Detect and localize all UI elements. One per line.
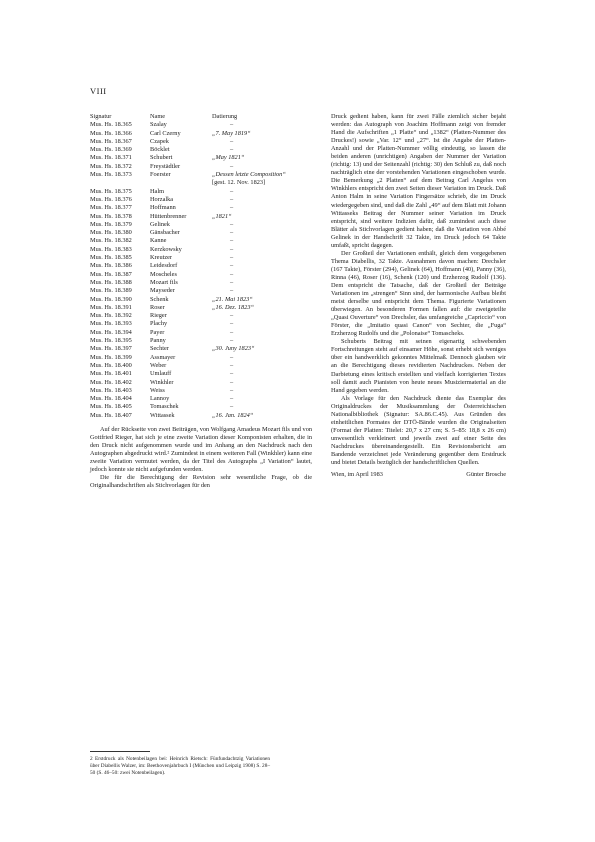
cell-signatur: Mus. Hs. 18.397 bbox=[90, 345, 132, 353]
cell-datierung: – bbox=[230, 262, 234, 270]
cell-datierung: „16. Dez. 1823“ bbox=[212, 303, 254, 311]
cell-name: Mayseder bbox=[150, 287, 175, 295]
table-row bbox=[90, 171, 312, 179]
cell-datierung: – bbox=[230, 403, 234, 411]
cell-name: Panny bbox=[150, 337, 166, 345]
cell-name: Roser bbox=[150, 303, 165, 311]
cell-name: Horzalka bbox=[150, 195, 174, 203]
cell-datierung: „1821“ bbox=[212, 212, 232, 220]
cell-name: Schenk bbox=[150, 295, 169, 303]
right-paragraph-3: Schuberts Beitrag mit seinen eigenartig schwebenden Fortschreitungen steht auf einsamer Höhe, sonst erhebt sich weniges über ein handwerklich gekonntes Mittelmaß. Dennoch glauben wir an die Berechtigung dieses revidierten Nachdruckes. Neben der Darbietung eines kritisch erstellten und vielfach korrigierten Textes soll damit auch Pianisten von heute neues Musiziermaterial an die Hand gegeben werden. bbox=[331, 338, 506, 394]
table-row bbox=[90, 121, 312, 129]
table-row bbox=[90, 395, 312, 403]
cell-signatur: Mus. Hs. 18.382 bbox=[90, 237, 132, 245]
left-column bbox=[90, 113, 312, 490]
footnote: 2 Erstdruck als Notenbeilagen bei: Heinrich Rietsch: Fünfundachtzig Variationen über Diabellis Walzer, im: Beethovenjahrbuch I (München und Leipzig 1908) S. 28–50 (S. 46–50: zwei Notenbeilagen). bbox=[90, 756, 270, 776]
cell-name: Schubert bbox=[150, 154, 173, 162]
cell-name: Plachy bbox=[150, 320, 168, 328]
table-row bbox=[90, 337, 312, 345]
table-row bbox=[90, 138, 312, 146]
cell-signatur bbox=[90, 179, 150, 187]
cell-signatur: Mus. Hs. 18.369 bbox=[90, 146, 132, 154]
cell-datierung: – bbox=[230, 229, 234, 237]
cell-datierung: [gest. 12. Nov. 1823] bbox=[212, 179, 266, 187]
cell-name: Assmayer bbox=[150, 353, 176, 361]
cell-signatur: Mus. Hs. 18.389 bbox=[90, 287, 132, 295]
right-paragraph-2: Der Großteil der Variationen enthält, gleich dem vorgegebenen Thema Diabellis, 32 Takte. Ausnahmen davon machen: Drechsler (167 Takte), Förster (294), Gelinek (64), Hoffmann (40), Panny (36), Rinna (46), Roser (16), Schenk (120) und Erzherzog Rudolf (136). Dem entspricht die Tatsache, daß der Großteil der Beiträge Variationen im „strengen“ Sinn sind, der harmonische Aufbau bleibt meist derselbe und entspricht dem Thema. Figurierte Variationen überwiegen. An besonderen Formen fallen auf: die zweigeteilte „Quasi Ouverture“ von Drechsler, das umfangreiche „Capriccio“ von Förster, die „Imitatio quasi Canon“ von Sechter, die „Fuga“ Erzherzog Rudolfs und die „Polonaise“ Tomascheks. bbox=[331, 249, 506, 338]
table-row bbox=[90, 287, 312, 295]
cell-name: Wittassek bbox=[150, 411, 175, 419]
cell-datierung: „7. May 1819“ bbox=[212, 129, 251, 137]
table-row bbox=[90, 179, 312, 187]
cell-name: Mozart fils bbox=[150, 278, 178, 286]
signature-author: Günter Brosche bbox=[466, 471, 506, 479]
cell-datierung: – bbox=[230, 337, 234, 345]
table-row bbox=[90, 379, 312, 387]
cell-name: Sechter bbox=[150, 345, 169, 353]
table-header-row bbox=[90, 113, 312, 121]
cell-signatur: Mus. Hs. 18.407 bbox=[90, 411, 132, 419]
cell-name: Foerster bbox=[150, 171, 171, 179]
cell-datierung: – bbox=[230, 278, 234, 286]
cell-datierung: – bbox=[230, 162, 234, 170]
table-row bbox=[90, 130, 312, 138]
cell-name: Leidesdorf bbox=[150, 262, 178, 270]
table-row bbox=[90, 362, 312, 370]
cell-signatur: Mus. Hs. 18.390 bbox=[90, 295, 132, 303]
table-row bbox=[90, 154, 312, 162]
cell-name: Hüttenbrenner bbox=[150, 212, 187, 220]
cell-signatur: Mus. Hs. 18.403 bbox=[90, 386, 132, 394]
cell-datierung: – bbox=[230, 370, 234, 378]
cell-datierung: – bbox=[230, 328, 234, 336]
cell-name: Weiss bbox=[150, 386, 165, 394]
cell-datierung: „May 1821“ bbox=[212, 154, 245, 162]
cell-datierung: – bbox=[230, 187, 234, 195]
cell-datierung: – bbox=[230, 386, 234, 394]
cell-signatur: Mus. Hs. 18.401 bbox=[90, 370, 132, 378]
cell-name: Lannoy bbox=[150, 395, 170, 403]
cell-signatur: Mus. Hs. 18.400 bbox=[90, 361, 132, 369]
cell-signatur: Mus. Hs. 18.395 bbox=[90, 337, 132, 345]
cell-name: Gänsbacher bbox=[150, 229, 180, 237]
cell-datierung: – bbox=[230, 146, 234, 154]
cell-signatur: Mus. Hs. 18.367 bbox=[90, 137, 132, 145]
cell-signatur: Mus. Hs. 18.391 bbox=[90, 303, 132, 311]
right-paragraph-4: Als Vorlage für den Nachdruck diente das Exemplar des Originaldruckes der Musiksammlung der Österreichischen Nationalbibliothek (Signatur: SA.86.C.45). Aus Gründen des einheitlichen Formates der DTÖ-Bände wurden die Originalseiten (Format der Platten: Titelei: 20,7 x 27 cm; S. 5–85: 18,8 x 26 cm) unwesentlich verkleinert und jeweils zwei auf einer Seite des Nachdruckes übereinandergestellt. Ein Revisionsbericht am Bandende verzeichnet jede Veränderung gegenüber dem Erstdruck und bietet Details bezüglich der handschriftlichen Quellen. bbox=[331, 394, 506, 467]
cell-signatur: Mus. Hs. 18.375 bbox=[90, 187, 132, 195]
table-row bbox=[90, 163, 312, 171]
table-row bbox=[90, 403, 312, 411]
cell-name: Moscheles bbox=[150, 270, 177, 278]
cell-signatur: Mus. Hs. 18.393 bbox=[90, 320, 132, 328]
cell-signatur: Mus. Hs. 18.376 bbox=[90, 195, 132, 203]
cell-signatur: Mus. Hs. 18.394 bbox=[90, 328, 132, 336]
table-row bbox=[90, 254, 312, 262]
cell-name: Czapek bbox=[150, 137, 169, 145]
table-row bbox=[90, 146, 312, 154]
cell-name: Halm bbox=[150, 187, 164, 195]
table-row bbox=[90, 229, 312, 237]
table-row bbox=[90, 188, 312, 196]
cell-datierung: – bbox=[230, 395, 234, 403]
table-row bbox=[90, 237, 312, 245]
cell-signatur: Mus. Hs. 18.404 bbox=[90, 395, 132, 403]
cell-signatur: Mus. Hs. 18.386 bbox=[90, 262, 132, 270]
cell-datierung: – bbox=[230, 204, 234, 212]
cell-datierung: – bbox=[230, 287, 234, 295]
signature-place-date: Wien, im April 1983 bbox=[331, 471, 383, 479]
cell-signatur: Mus. Hs. 18.365 bbox=[90, 121, 132, 129]
cell-signatur: Mus. Hs. 18.405 bbox=[90, 403, 132, 411]
cell-datierung: – bbox=[230, 220, 234, 228]
table-row bbox=[90, 304, 312, 312]
cell-signatur: Mus. Hs. 18.377 bbox=[90, 204, 132, 212]
table-row bbox=[90, 262, 312, 270]
header-signatur: Signatur bbox=[90, 113, 112, 120]
cell-datierung: – bbox=[230, 237, 234, 245]
left-paragraph-2: Die für die Berechtigung der Revision sehr wesentliche Frage, ob die Originalhandschriften als Stichvorlagen für den bbox=[90, 474, 312, 490]
cell-signatur: Mus. Hs. 18.399 bbox=[90, 353, 132, 361]
table-row bbox=[90, 221, 312, 229]
table-row bbox=[90, 370, 312, 378]
cell-signatur: Mus. Hs. 18.366 bbox=[90, 129, 132, 137]
cell-name: Tomaschek bbox=[150, 403, 179, 411]
cell-signatur: Mus. Hs. 18.379 bbox=[90, 220, 132, 228]
cell-name: Rieger bbox=[150, 312, 167, 320]
table-row bbox=[90, 196, 312, 204]
cell-name: Weber bbox=[150, 361, 167, 369]
header-datierung: Datierung bbox=[212, 113, 238, 120]
table-row bbox=[90, 387, 312, 395]
table-row bbox=[90, 354, 312, 362]
right-paragraph-1: Druck gedient haben, kann für zwei Fälle ziemlich sicher bejaht werden: das Autograph von Joachim Hoffmann zeigt von fremder Hand die Aufschriften „1 Platte“ und „1382“ (Platten-Nummer des Druckes!) sowie „Var. 12“ und „27“. Ist die Angabe der Platten-Anzahl und der Platten-Nummer völlig eindeutig, so lassen die beiden anderen (unrichtigen) Angaben der Nummer der Variation (richtig: 13) und der Seitenzahl (richtig: 30) den Schluß zu, daß noch nachträglich eine der vorstehenden Variationen eingeschoben wurde. Die Bemerkung „2 Platten“ auf dem Beitrag Carl Angelus von Winkhlers entspricht den zwei Seiten dieser Variation im Druck. Daß Anton Halm in seine Variation Fingersätze schrieb, die im Druck wiedergegeben sind, und daß die Zahl „49“ auf dem Blatt mit Johann Wittasseks Beitrag der Nummer seiner Variation im Druck entspricht, sind weitere Indizien dafür, daß zumindest auch diese Blätter als Stichvorlagen gedient haben; daß die Variation von Abbé Gelinek in der Handschrift 32 Takte, im Druck jedoch 64 Takte umfaßt, spricht dagegen. bbox=[331, 113, 506, 249]
table-row bbox=[90, 213, 312, 221]
cell-datierung: „21. Mai 1823“ bbox=[212, 295, 253, 303]
cell-name bbox=[150, 179, 212, 187]
cell-datierung: – bbox=[230, 121, 234, 129]
table-row bbox=[90, 412, 312, 420]
cell-signatur: Mus. Hs. 18.373 bbox=[90, 171, 132, 179]
table-row bbox=[90, 320, 312, 328]
table-row bbox=[90, 345, 312, 353]
cell-name: Kreutzer bbox=[150, 254, 173, 262]
cell-name: Szalay bbox=[150, 121, 167, 129]
table-row bbox=[90, 296, 312, 304]
cell-datierung: – bbox=[230, 270, 234, 278]
table-row bbox=[90, 271, 312, 279]
cell-signatur: Mus. Hs. 18.372 bbox=[90, 162, 132, 170]
table-row bbox=[90, 279, 312, 287]
cell-name: Winkhler bbox=[150, 378, 174, 386]
cell-signatur: Mus. Hs. 18.387 bbox=[90, 270, 132, 278]
table-row bbox=[90, 246, 312, 254]
cell-name: Kanne bbox=[150, 237, 167, 245]
cell-name: Hoffmann bbox=[150, 204, 176, 212]
cell-datierung: „Dessen letzte Composition“ bbox=[212, 171, 286, 179]
cell-name: Böcklet bbox=[150, 146, 170, 154]
cell-signatur: Mus. Hs. 18.380 bbox=[90, 229, 132, 237]
right-column bbox=[331, 113, 506, 479]
cell-signatur: Mus. Hs. 18.388 bbox=[90, 278, 132, 286]
cell-name: Carl Czerny bbox=[150, 129, 181, 137]
cell-datierung: – bbox=[230, 245, 234, 253]
header-name: Name bbox=[150, 113, 166, 120]
table-row bbox=[90, 204, 312, 212]
cell-datierung: – bbox=[230, 353, 234, 361]
cell-datierung: – bbox=[230, 312, 234, 320]
cell-name: Freystädtler bbox=[150, 162, 181, 170]
cell-datierung: – bbox=[230, 137, 234, 145]
cell-datierung: – bbox=[230, 195, 234, 203]
cell-name: Gelinek bbox=[150, 220, 170, 228]
cell-signatur: Mus. Hs. 18.371 bbox=[90, 154, 132, 162]
table-row bbox=[90, 312, 312, 320]
cell-datierung: – bbox=[230, 378, 234, 386]
cell-datierung: – bbox=[230, 361, 234, 369]
signature-line bbox=[331, 471, 506, 479]
cell-datierung: – bbox=[230, 254, 234, 262]
left-paragraph-1: Auf der Rückseite von zwei Beiträgen, von Wolfgang Amadeus Mozart fils und von Gottfried Rieger, hat sich je eine zweite Variation dieser Komponisten erhalten, die in den Druck nicht aufgenommen wurde und im Anhang an den Nachdruck nach den Autographen abgedruckt wird.² Zumindest in einem weiteren Fall (Winkhler) kann eine zweite Variation vermutet werden, da der Titel des Autographs „I Variation“ lautet, jedoch konnte sie nicht aufgefunden werden. bbox=[90, 425, 312, 474]
page-number: VIII bbox=[90, 86, 107, 96]
table-body bbox=[90, 121, 312, 420]
cell-name: Payer bbox=[150, 328, 165, 336]
cell-signatur: Mus. Hs. 18.385 bbox=[90, 254, 132, 262]
cell-name: Umlauff bbox=[150, 370, 172, 378]
cell-datierung: „30. Juny 1823“ bbox=[212, 345, 255, 353]
cell-signatur: Mus. Hs. 18.402 bbox=[90, 378, 132, 386]
table-row bbox=[90, 329, 312, 337]
cell-signatur: Mus. Hs. 18.378 bbox=[90, 212, 132, 220]
cell-datierung: „16. Jan. 1824“ bbox=[212, 411, 254, 419]
cell-datierung: – bbox=[230, 320, 234, 328]
footnote-rule bbox=[90, 751, 150, 752]
cell-signatur: Mus. Hs. 18.392 bbox=[90, 312, 132, 320]
cell-signatur: Mus. Hs. 18.383 bbox=[90, 245, 132, 253]
cell-name: Kerzkowsky bbox=[150, 245, 182, 253]
manuscript-table bbox=[90, 113, 312, 420]
